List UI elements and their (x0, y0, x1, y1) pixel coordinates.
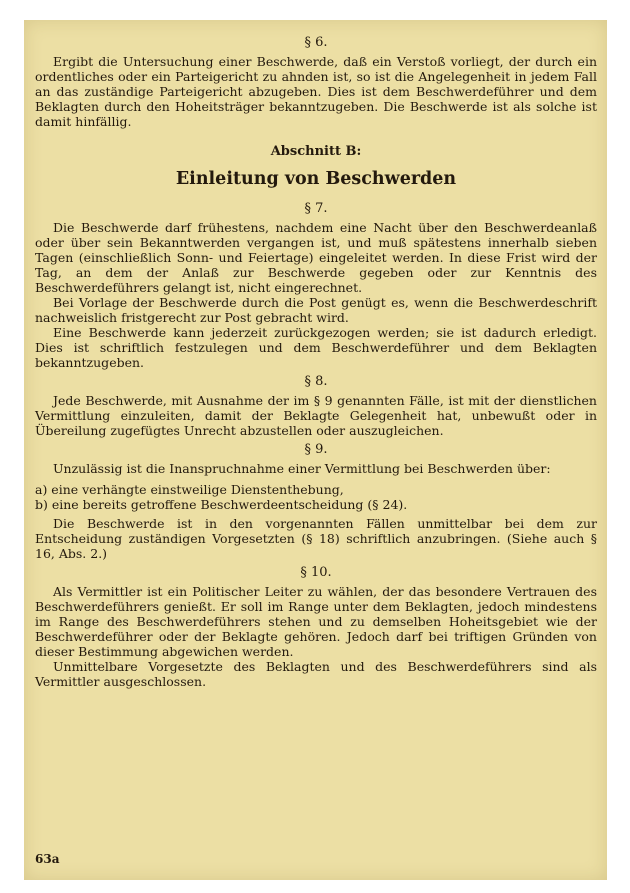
section-9-list (35, 482, 597, 512)
section-9-heading: § 9. (304, 442, 328, 457)
section-10-paragraph-1: Als Vermittler ist ein Politischer Leiter zu wählen, der das besondere Vertrauen des Beschwerdeführers genießt. Er soll im Range unter dem Beklagten, jedoch mindestens im Range des Beschwerdeführers stehen und zu demselben Hoheitsgebiet wie der Beschwerdeführer oder der Beklagte gehören. Jedoch darf bei triftigen Gründen von dieser Bestimmung abgewichen werden. (35, 584, 597, 659)
section-10-paragraph-2: Unmittelbare Vorgesetzte des Beklagten und des Beschwerdeführers sind als Vermittler ausgeschlossen. (35, 659, 597, 689)
document-page (24, 20, 607, 880)
section-9-intro: Unzulässig ist die Inanspruchnahme einer Vermittlung bei Beschwerden über: (53, 461, 551, 476)
section-9-paragraph-2: Die Beschwerde ist in den vorgenannten Fällen unmittelbar bei dem zur Entscheidung zuständigen Vorgesetzten (§ 18) schriftlich anzubringen. (Siehe auch § 16, Abs. 2.) (35, 516, 597, 561)
section-8-heading: § 8. (304, 374, 328, 389)
section-6-text: Ergibt die Untersuchung einer Beschwerde, daß ein Verstoß vorliegt, der durch ein ordentliches oder ein Parteigericht zu ahnden ist, so ist die Angelegenheit in jedem Fall an das zuständige Parteigericht abzugeben. Dies ist dem Beschwerdeführer und dem Beklagten durch den Hoheitsträger bekanntzugeben. Die Beschwerde ist als solche ist damit hinfällig. (35, 54, 597, 129)
section-6-heading: § 6. (304, 35, 328, 50)
abschnitt-label: Abschnitt B: (270, 144, 362, 159)
section-7-paragraph-2: Bei Vorlage der Beschwerde durch die Post genügt es, wenn die Beschwerdeschrift nachweislich fristgerecht zur Post gebracht wird. (35, 295, 597, 325)
section-7-heading: § 7. (304, 201, 328, 216)
document-content (35, 34, 597, 689)
section-7-paragraph-1: Die Beschwerde darf frühestens, nachdem eine Nacht über den Beschwerdeanlaß oder über sein Bekanntwerden vergangen ist, und muß spätestens innerhalb sieben Tagen (einschließlich Sonn- und Feiertage) eingeleitet werden. In diese Frist wird der Tag, an dem der Anlaß zur Beschwerde gegeben oder zur Kenntnis des Beschwerdeführers gelangt ist, nicht eingerechnet. (35, 220, 597, 295)
list-item: a) eine verhängte einstweilige Dienstenthebung, (35, 482, 344, 497)
list-item: b) eine bereits getroffene Beschwerdeentscheidung (§ 24). (35, 497, 408, 512)
section-7-paragraph-3: Eine Beschwerde kann jederzeit zurückgezogen werden; sie ist dadurch erledigt. Dies ist schriftlich festzulegen und dem Beschwerdeführer und dem Beklagten bekanntzugeben. (35, 325, 597, 370)
page-number: 63a (35, 852, 60, 866)
section-10-heading: § 10. (300, 565, 332, 580)
section-8-text: Jede Beschwerde, mit Ausnahme der im § 9 genannten Fälle, ist mit der dienstlichen Vermittlung einzuleiten, damit der Beklagte Gelegenheit hat, unbewußt oder in Übereilung zugefügtes Unrecht abzustellen oder auszugleichen. (35, 393, 597, 438)
abschnitt-title: Einleitung von Beschwerden (175, 169, 457, 189)
